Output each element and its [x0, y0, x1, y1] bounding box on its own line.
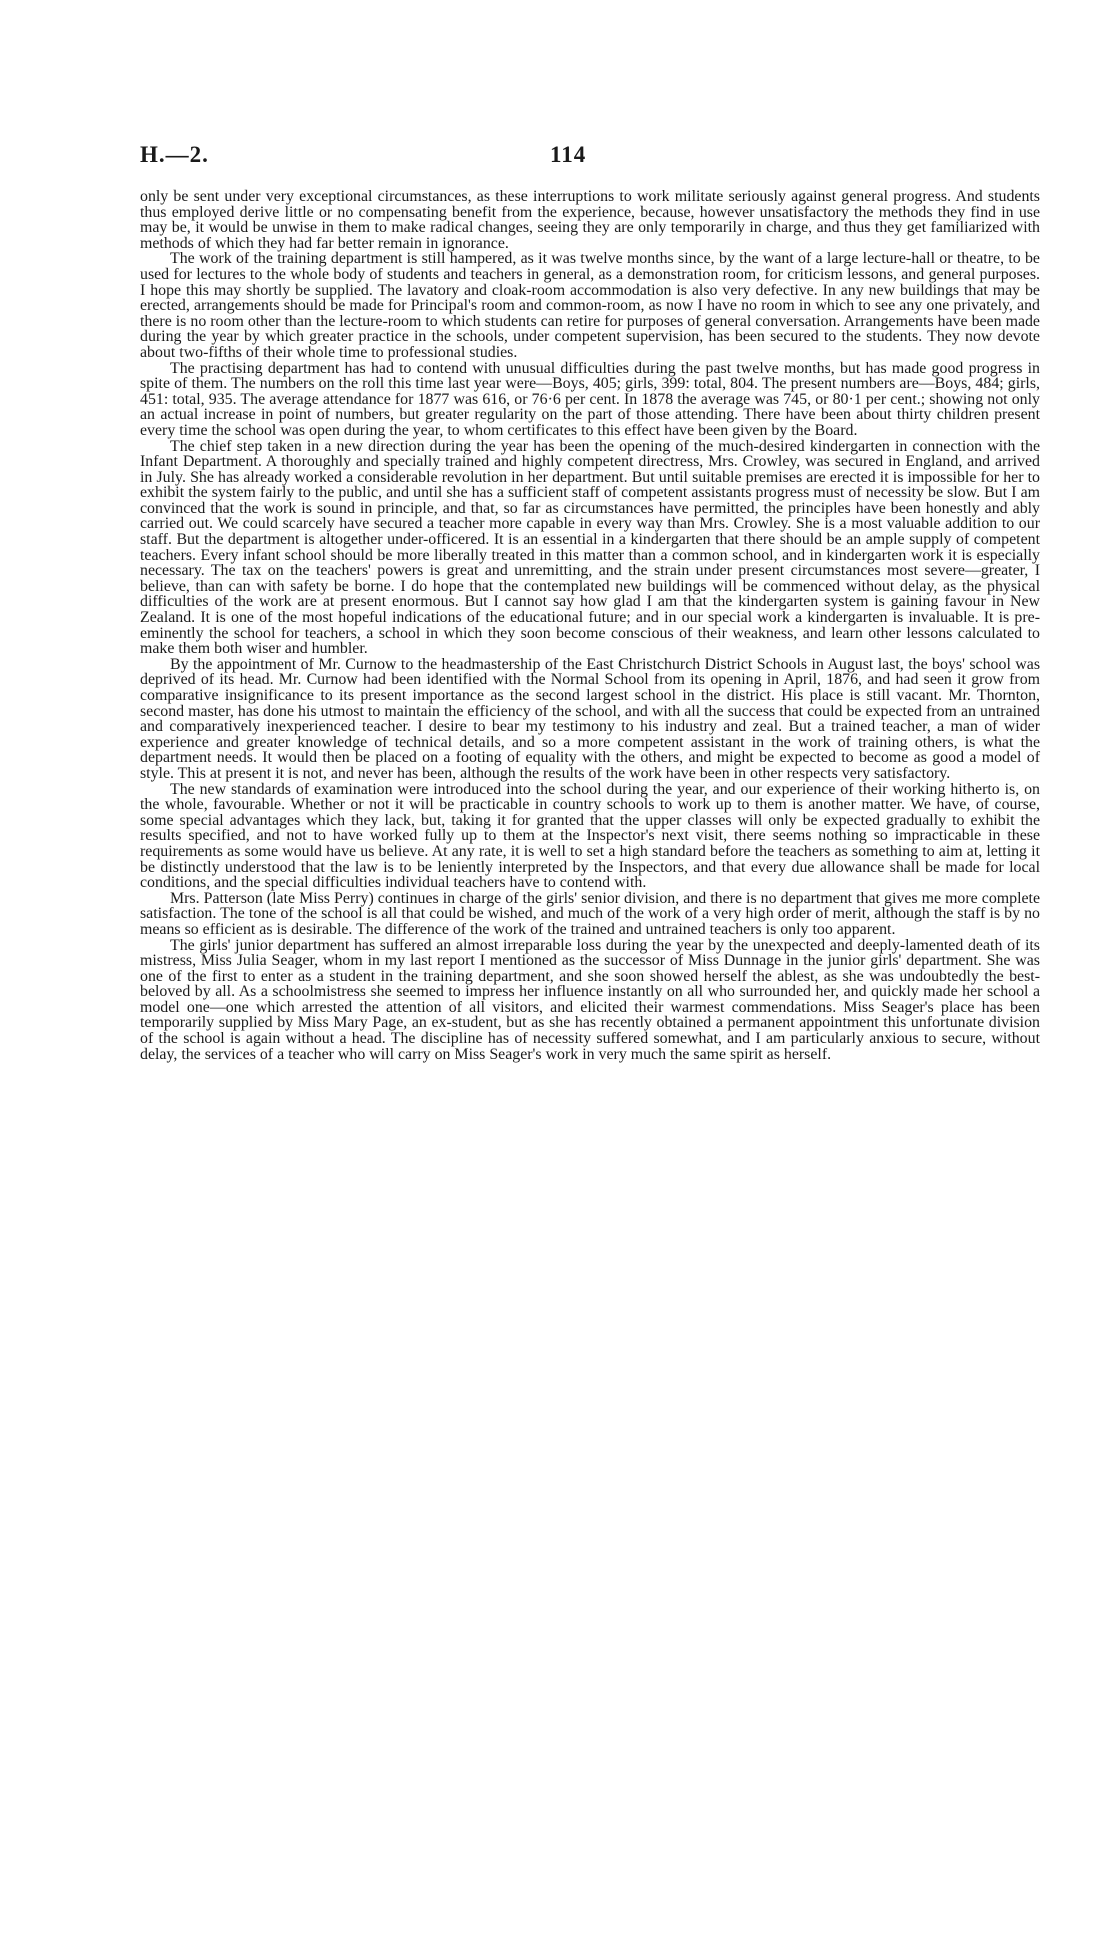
report-body — [140, 189, 1040, 1062]
page-header — [140, 142, 1040, 172]
page-number: 114 — [550, 142, 587, 167]
paragraph-new-standards: The new standards of examination were introduced into the school during the year, and our experience of their working hitherto is, on the whole, favourable. Whether or not it will be practicable in country schools to work up to them is another matter. We have, of course, some special advantages which they lack, but, taking it for granted that the upper classes will only be expected gradually to exhibit the results specified, and not to have worked fully up to them at the Inspector's next visit, there seems nothing so impracticable in these requirements as some would have us believe. At any rate, it is well to set a high standard before the teachers as something to aim at, letting it be distinctly understood that the law is to be leniently interpreted by the Inspectors, and that every due allowance shall be made for local conditions, and the special difficulties individual teachers have to contend with. — [140, 780, 1040, 892]
paragraph-kindergarten: The chief step taken in a new direction during the year has been the opening of the much-desired kindergarten in connection with the Infant Department. A thoroughly and specially trained and highly competent directress, Mrs. Crowley, was secured in England, and arrived in July. She has already worked a considerable revolution in her department. But until suitable premises are erected it is impossible for her to exhibit the system fairly to the public, and until she has a sufficient staff of competent assistants progress must of necessity be slow. But I am convinced that the work is sound in principle, and that, so far as circumstances have permitted, the principles have been honestly and ably carried out. We could scarcely have secured a teacher more capable in every way than Mrs. Crowley. She is a most valuable addition to our staff. But the department is altogether under-officered. It is an essential in a kindergarten that there should be an ample supply of competent teachers. Every infant school should be more liberally treated in this matter than a common school, and in kindergarten work it is especially necessary. The tax on the teachers' powers is great and unremitting, and the strain under present circumstances most severe—greater, I believe, than can with safety be borne. I do hope that the contemplated new buildings will be commenced without delay, as the physical difficulties of the work are at present enormous. But I cannot say how glad I am that the kindergarten system is gaining favour in New Zealand. It is one of the most hopeful indications of the educational future; and in our special work a kindergarten is invaluable. It is pre-eminently the school for teachers, a school in which they soon become conscious of their weakness, and learn other lessons calculated to make them both wiser and humbler. — [140, 437, 1040, 658]
paragraph-continuation: only be sent under very exceptional circumstances, as these interruptions to work militate seriously against general progress. And students thus employed derive little or no compensating benefit from the experience, because, however unsatisfactory the methods they find in use may be, it would be unwise in them to make radical changes, seeing they are only temporarily in charge, and thus they get familiarized with methods of which they had far better remain in ignorance. — [140, 188, 1040, 252]
paragraph-girls-senior: Mrs. Patterson (late Miss Perry) continues in charge of the girls' senior division, and there is no department that gives me more complete satisfaction. The tone of the school is all that could be wished, and much of the work of a very high order of merit, although the staff is by no means so efficient as is desirable. The difference of the work of the trained and untrained teachers is only too apparent. — [140, 889, 1040, 938]
paragraph-training-department: The work of the training department is still hampered, as it was twelve months since, by the want of a large lecture-hall or theatre, to be used for lectures to the whole body of students and teachers in general, as a demonstration room, for criticism lessons, and general purposes. I hope this may shortly be supplied. The lavatory and cloak-room accommodation is also very defective. In any new buildings that may be erected, arrangements should be made for Principal's room and common-room, as now I have no room in which to see any one privately, and there is no room other than the lecture-room to which students can retire for purposes of general conversation. Arrangements have been made during the year by which greater practice in the schools, under competent supervision, has been secured to the students. They now devote about two-fifths of their whole time to professional studies. — [140, 250, 1040, 361]
paragraph-practising-department: The practising department has had to contend with unusual difficulties during the past twelve months, but has made good progress in spite of them. The numbers on the roll this time last year were—Boys, 405; girls, 399: total, 804. The present numbers are—Boys, 484; girls, 451: total, 935. The average attendance for 1877 was 616, or 76·6 per cent. In 1878 the average was 745, or 80·1 per cent.; showing not only an actual increase in point of numbers, but greater regularity on the part of those attending. There have been about thirty children present every time the school was open during the year, to whom certificates to this effect have been given by the Board. — [140, 359, 1040, 439]
document-reference: H.—2. — [140, 142, 209, 167]
paragraph-girls-junior: The girls' junior department has suffered an almost irreparable loss during the year by the unexpected and deeply-lamented death of its mistress, Miss Julia Seager, whom in my last report I mentioned as the successor of Miss Dunnage in the junior girls' department. She was one of the first to enter as a student in the training department, and she soon showed herself the ablest, as she was undoubtedly the best-beloved by all. As a schoolmistress she seemed to impress her influence instantly on all who surrounded her, and quickly made her school a model one—one which arrested the attention of all visitors, and elicited their warmest commendations. Miss Seager's place has been temporarily supplied by Miss Mary Page, an ex-student, but as she has recently obtained a permanent appointment this unfortunate division of the school is again without a head. The discipline has of necessity suffered somewhat, and I am particularly anxious to secure, without delay, the services of a teacher who will carry on Miss Seager's work in very much the same spirit as herself. — [140, 936, 1040, 1063]
paragraph-boys-school: By the appointment of Mr. Curnow to the headmastership of the East Christchurch District Schools in August last, the boys' school was deprived of its head. Mr. Curnow had been identified with the Normal School from its opening in April, 1876, and had seen it grow from comparative insignificance to its present importance as the second largest school in the district. His place is still vacant. Mr. Thornton, second master, has done his utmost to maintain the efficiency of the school, and with all the success that could be expected from an untrained and comparatively inexperienced teacher. I desire to bear my testimony to his industry and zeal. But a trained teacher, a man of wider experience and greater knowledge of technical details, and so a more competent assistant in the work of training others, is what the department needs. It would then be placed on a footing of equality with the others, and might be expected to become as good a model of style. This at present it is not, and never has been, although the results of the work have been in other respects very satisfactory. — [140, 655, 1040, 782]
